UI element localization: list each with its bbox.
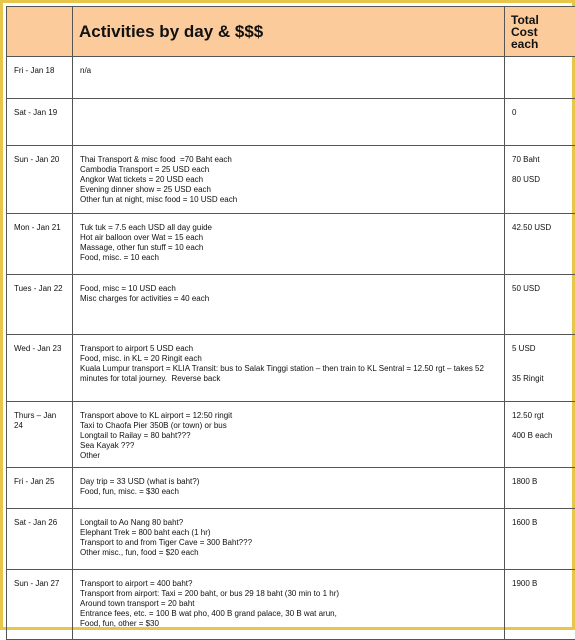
day-cell: Mon - Jan 21 xyxy=(7,214,73,275)
table-row xyxy=(7,275,575,335)
day-cell: Fri - Jan 25 xyxy=(7,468,73,509)
activity-line: Other misc., fun, food = $20 each xyxy=(80,548,499,558)
activity-line: minutes for total journey. Reverse back xyxy=(80,374,499,384)
header-total-line: each xyxy=(511,38,569,50)
total-cost-value: 1600 B xyxy=(512,518,570,528)
day-cell: Tues - Jan 22 xyxy=(7,275,73,335)
total-cost-cell xyxy=(505,57,575,99)
activity-line: Elephant Trek = 800 baht each (1 hr) xyxy=(80,528,499,538)
activities-cell xyxy=(73,509,505,570)
activities-cell xyxy=(73,335,505,402)
total-cost-value: 1800 B xyxy=(512,477,570,487)
day-cell: Sun - Jan 27 xyxy=(7,570,73,640)
activity-line: Entrance fees, etc. = 100 B wat pho, 400 B grand palace, 30 B wat arun, xyxy=(80,609,499,619)
activity-line: Sea Kayak ??? xyxy=(80,441,499,451)
activity-line: Other fun at night, misc food = 10 USD each xyxy=(80,195,499,205)
activity-line: Food, fun, other = $30 xyxy=(80,619,499,629)
activity-line: Massage, other fun stuff = 10 each xyxy=(80,243,499,253)
activity-line: Food, fun, misc. = $30 each xyxy=(80,487,499,497)
activity-line: Food, misc = 10 USD each xyxy=(80,284,499,294)
activities-cell xyxy=(73,57,505,99)
activity-line: Food, misc. = 10 each xyxy=(80,253,499,263)
total-cost-value: 5 USD xyxy=(512,344,570,354)
header-title-cell xyxy=(73,7,505,57)
total-cost-value: 70 Baht xyxy=(512,155,570,165)
total-cost-value: 400 B each xyxy=(512,431,570,441)
total-cost-value xyxy=(512,364,570,374)
page-title: Activities by day & $$$ xyxy=(79,22,263,41)
activities-cell xyxy=(73,214,505,275)
table-row xyxy=(7,509,575,570)
total-cost-cell xyxy=(505,275,575,335)
table-row xyxy=(7,57,575,99)
total-cost-value: 42.50 USD xyxy=(512,223,570,233)
day-cell: Sat - Jan 19 xyxy=(7,99,73,146)
day-cell: Thurs – Jan 24 xyxy=(7,402,73,468)
total-cost-cell xyxy=(505,335,575,402)
table-row xyxy=(7,335,575,402)
total-cost-value: 12.50 rgt xyxy=(512,411,570,421)
activity-line: Transport above to KL airport = 12:50 ringit xyxy=(80,411,499,421)
activity-line: Day trip = 33 USD (what is baht?) xyxy=(80,477,499,487)
table-row xyxy=(7,402,575,468)
activity-line: n/a xyxy=(80,66,499,76)
activities-cell xyxy=(73,146,505,214)
header-total-cell xyxy=(505,7,575,57)
activities-cell xyxy=(73,570,505,640)
itinerary-table xyxy=(6,6,575,640)
total-cost-value: 80 USD xyxy=(512,175,570,185)
table-row xyxy=(7,146,575,214)
table-row xyxy=(7,468,575,509)
activity-line: Cambodia Transport = 25 USD each xyxy=(80,165,499,175)
activity-line: Thai Transport & misc food =70 Baht each xyxy=(80,155,499,165)
total-cost-cell xyxy=(505,99,575,146)
activity-line: Angkor Wat tickets = 20 USD each xyxy=(80,175,499,185)
header-total-line: Cost xyxy=(511,26,569,38)
activity-line: Taxi to Chaofa Pier 350B (or town) or bus xyxy=(80,421,499,431)
activity-line: Around town transport = 20 baht xyxy=(80,599,499,609)
total-cost-cell xyxy=(505,509,575,570)
table-header-row xyxy=(7,7,575,57)
total-cost-value: 0 xyxy=(512,108,570,118)
activity-line: Longtail to Ao Nang 80 baht? xyxy=(80,518,499,528)
activities-cell xyxy=(73,402,505,468)
total-cost-value: 35 Ringit xyxy=(512,374,570,384)
total-cost-cell xyxy=(505,146,575,214)
day-cell: Sat - Jan 26 xyxy=(7,509,73,570)
activities-cell xyxy=(73,468,505,509)
header-day-cell xyxy=(7,7,73,57)
total-cost-cell xyxy=(505,402,575,468)
day-cell: Fri - Jan 18 xyxy=(7,57,73,99)
activity-line: Misc charges for activities = 40 each xyxy=(80,294,499,304)
activity-line: Hot air balloon over Wat = 15 each xyxy=(80,233,499,243)
day-cell: Sun - Jan 20 xyxy=(7,146,73,214)
activity-line: Transport from airport: Taxi = 200 baht, or bus 29 18 baht (30 min to 1 hr) xyxy=(80,589,499,599)
total-cost-value: 1900 B xyxy=(512,579,570,589)
day-cell: Wed - Jan 23 xyxy=(7,335,73,402)
table-row xyxy=(7,214,575,275)
total-cost-cell xyxy=(505,468,575,509)
total-cost-value: 50 USD xyxy=(512,284,570,294)
activities-cell xyxy=(73,275,505,335)
activity-line: Transport to and from Tiger Cave = 300 Baht??? xyxy=(80,538,499,548)
activity-line: Kuala Lumpur transport = KLIA Transit: bus to Salak Tinggi station – then train to KL Sentral = 12.50 rgt – takes 52 xyxy=(80,364,499,374)
activity-line: Transport to airport = 400 baht? xyxy=(80,579,499,589)
total-cost-cell xyxy=(505,214,575,275)
header-total-line: Total xyxy=(511,14,569,26)
activity-line: Food, misc. in KL = 20 Ringit each xyxy=(80,354,499,364)
activity-line: Tuk tuk = 7.5 each USD all day guide xyxy=(80,223,499,233)
total-cost-value xyxy=(512,165,570,175)
activity-line: Transport to airport 5 USD each xyxy=(80,344,499,354)
activity-line: Longtail to Railay = 80 baht??? xyxy=(80,431,499,441)
activity-line: Other xyxy=(80,451,499,461)
table-row xyxy=(7,99,575,146)
table-row xyxy=(7,570,575,640)
activity-line: Evening dinner show = 25 USD each xyxy=(80,185,499,195)
total-cost-value xyxy=(512,354,570,364)
table-body xyxy=(7,57,575,640)
total-cost-cell xyxy=(505,570,575,640)
total-cost-value xyxy=(512,421,570,431)
activities-cell xyxy=(73,99,505,146)
